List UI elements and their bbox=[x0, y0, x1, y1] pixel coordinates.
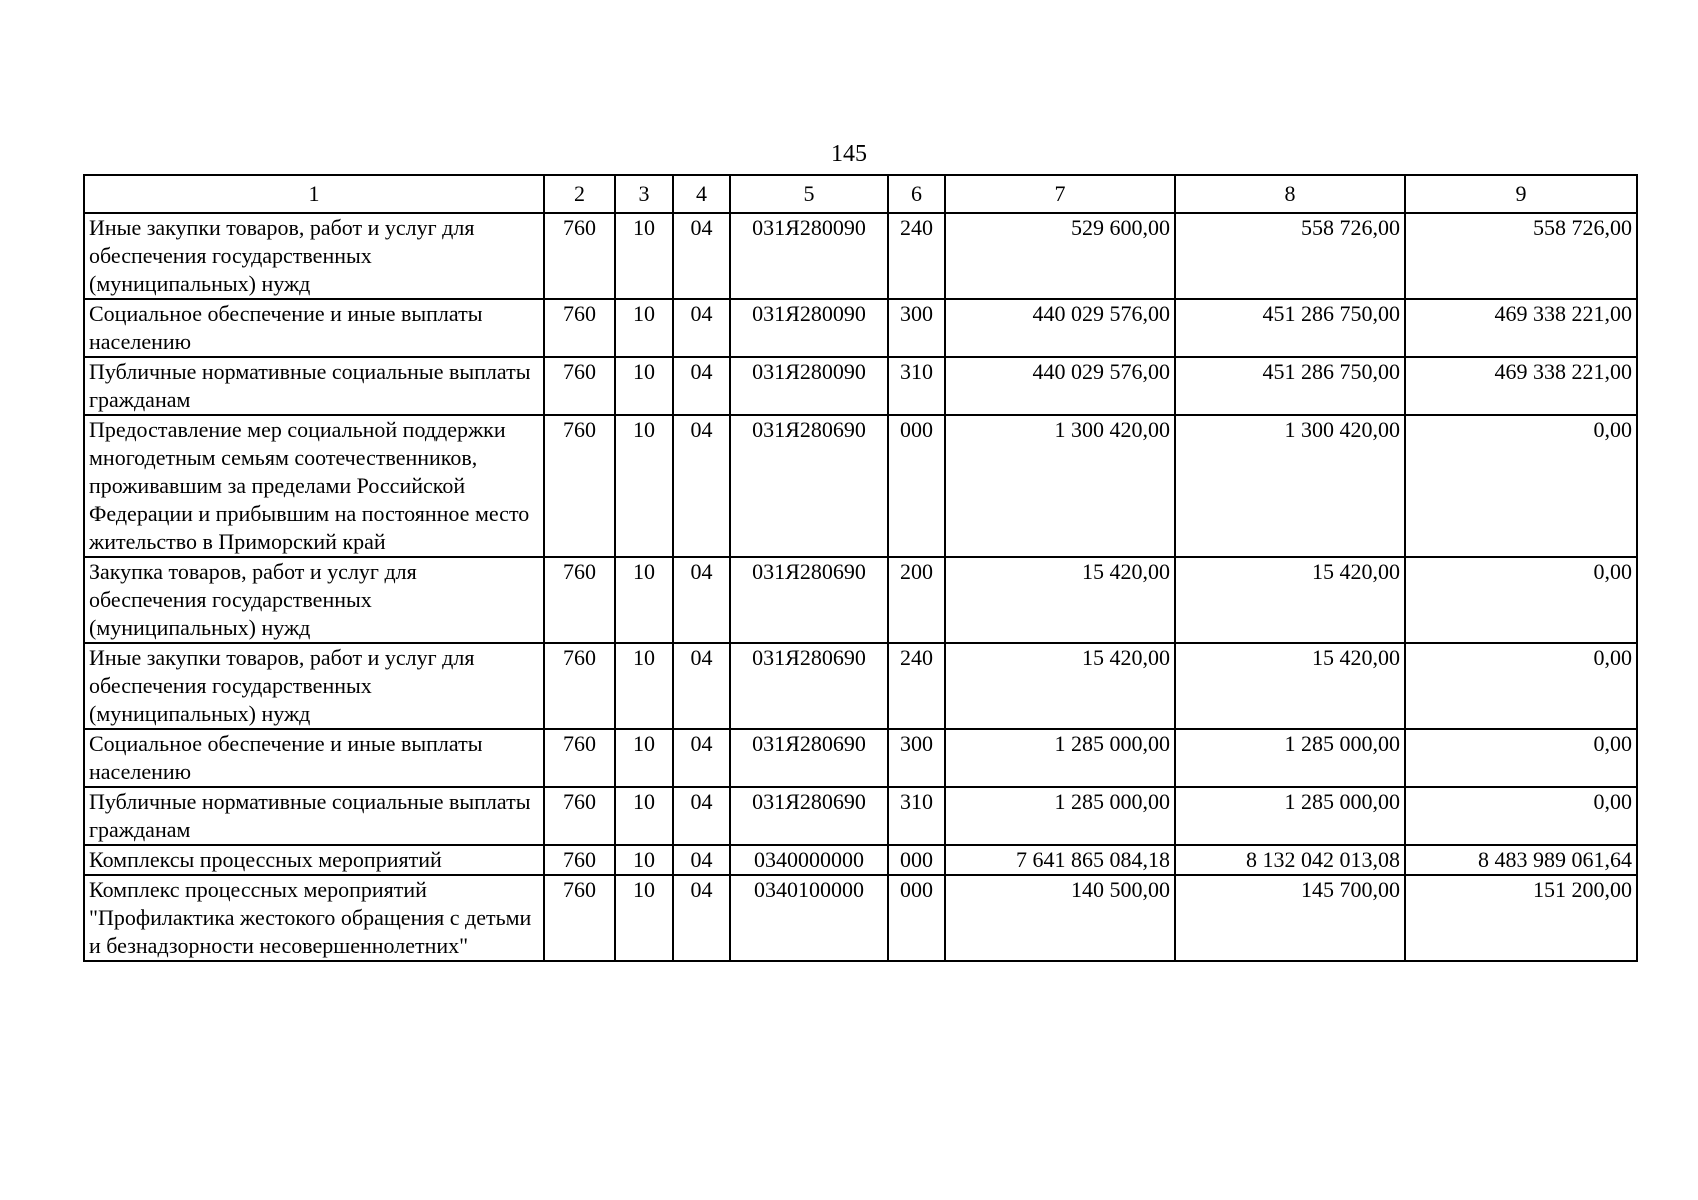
row-col-3: 10 bbox=[615, 787, 673, 845]
row-col-6: 300 bbox=[888, 729, 945, 787]
row-col-7: 15 420,00 bbox=[945, 557, 1175, 643]
row-col-7: 440 029 576,00 bbox=[945, 357, 1175, 415]
row-col-2: 760 bbox=[544, 643, 615, 729]
row-col-2: 760 bbox=[544, 357, 615, 415]
row-col-8: 15 420,00 bbox=[1175, 557, 1405, 643]
row-name: Публичные нормативные социальные выплаты гражданам bbox=[84, 787, 544, 845]
row-col-9: 151 200,00 bbox=[1405, 875, 1637, 961]
page-number: 145 bbox=[831, 141, 867, 167]
row-name: Комплексы процессных мероприятий bbox=[84, 845, 544, 875]
row-col-4: 04 bbox=[673, 357, 730, 415]
row-col-2: 760 bbox=[544, 787, 615, 845]
row-col-9: 0,00 bbox=[1405, 415, 1637, 557]
row-col-2: 760 bbox=[544, 875, 615, 961]
row-name: Иные закупки товаров, работ и услуг для обеспечения государственных (муниципальных) нужд bbox=[84, 213, 544, 299]
row-col-8: 15 420,00 bbox=[1175, 643, 1405, 729]
table-row bbox=[84, 845, 1637, 875]
column-header-2: 2 bbox=[544, 175, 615, 213]
row-col-6: 000 bbox=[888, 415, 945, 557]
row-name: Комплекс процессных мероприятий "Профилактика жестокого обращения с детьми и безнадзорности несовершеннолетних" bbox=[84, 875, 544, 961]
row-col-9: 0,00 bbox=[1405, 557, 1637, 643]
row-col-9: 469 338 221,00 bbox=[1405, 299, 1637, 357]
row-col-8: 451 286 750,00 bbox=[1175, 357, 1405, 415]
row-col-3: 10 bbox=[615, 357, 673, 415]
row-col-3: 10 bbox=[615, 875, 673, 961]
row-col-6: 310 bbox=[888, 787, 945, 845]
row-col-9: 8 483 989 061,64 bbox=[1405, 845, 1637, 875]
row-col-8: 558 726,00 bbox=[1175, 213, 1405, 299]
row-col-8: 1 300 420,00 bbox=[1175, 415, 1405, 557]
row-col-7: 7 641 865 084,18 bbox=[945, 845, 1175, 875]
row-col-2: 760 bbox=[544, 299, 615, 357]
column-header-3: 3 bbox=[615, 175, 673, 213]
row-col-2: 760 bbox=[544, 213, 615, 299]
row-col-7: 15 420,00 bbox=[945, 643, 1175, 729]
row-col-5: 031Я280090 bbox=[730, 213, 888, 299]
table-row bbox=[84, 557, 1637, 643]
row-col-5: 0340000000 bbox=[730, 845, 888, 875]
column-header-6: 6 bbox=[888, 175, 945, 213]
table-row bbox=[84, 299, 1637, 357]
row-col-5: 031Я280690 bbox=[730, 415, 888, 557]
row-col-9: 0,00 bbox=[1405, 787, 1637, 845]
row-col-2: 760 bbox=[544, 845, 615, 875]
row-col-4: 04 bbox=[673, 643, 730, 729]
row-col-6: 240 bbox=[888, 643, 945, 729]
row-col-7: 529 600,00 bbox=[945, 213, 1175, 299]
column-header-7: 7 bbox=[945, 175, 1175, 213]
column-number-row bbox=[84, 175, 1637, 213]
row-col-3: 10 bbox=[615, 643, 673, 729]
table-row bbox=[84, 875, 1637, 961]
row-col-4: 04 bbox=[673, 299, 730, 357]
table-row bbox=[84, 643, 1637, 729]
row-col-2: 760 bbox=[544, 415, 615, 557]
row-col-3: 10 bbox=[615, 299, 673, 357]
row-name: Социальное обеспечение и иные выплаты населению bbox=[84, 299, 544, 357]
row-col-8: 1 285 000,00 bbox=[1175, 729, 1405, 787]
column-header-9: 9 bbox=[1405, 175, 1637, 213]
table-row bbox=[84, 213, 1637, 299]
column-header-8: 8 bbox=[1175, 175, 1405, 213]
row-col-7: 140 500,00 bbox=[945, 875, 1175, 961]
row-col-7: 1 285 000,00 bbox=[945, 787, 1175, 845]
table-row bbox=[84, 357, 1637, 415]
column-header-4: 4 bbox=[673, 175, 730, 213]
column-header-5: 5 bbox=[730, 175, 888, 213]
row-col-7: 1 285 000,00 bbox=[945, 729, 1175, 787]
row-col-8: 8 132 042 013,08 bbox=[1175, 845, 1405, 875]
row-col-5: 031Я280690 bbox=[730, 557, 888, 643]
row-col-3: 10 bbox=[615, 213, 673, 299]
column-header-1: 1 bbox=[84, 175, 544, 213]
row-col-5: 031Я280090 bbox=[730, 357, 888, 415]
row-col-5: 0340100000 bbox=[730, 875, 888, 961]
row-col-9: 0,00 bbox=[1405, 643, 1637, 729]
row-col-9: 0,00 bbox=[1405, 729, 1637, 787]
row-col-6: 310 bbox=[888, 357, 945, 415]
row-col-6: 200 bbox=[888, 557, 945, 643]
row-col-3: 10 bbox=[615, 845, 673, 875]
row-col-5: 031Я280690 bbox=[730, 729, 888, 787]
row-name: Иные закупки товаров, работ и услуг для обеспечения государственных (муниципальных) нужд bbox=[84, 643, 544, 729]
row-col-3: 10 bbox=[615, 557, 673, 643]
row-col-3: 10 bbox=[615, 729, 673, 787]
budget-table bbox=[83, 174, 1638, 962]
row-col-4: 04 bbox=[673, 729, 730, 787]
row-col-8: 145 700,00 bbox=[1175, 875, 1405, 961]
row-col-6: 300 bbox=[888, 299, 945, 357]
row-col-9: 558 726,00 bbox=[1405, 213, 1637, 299]
row-col-6: 240 bbox=[888, 213, 945, 299]
table-row bbox=[84, 415, 1637, 557]
row-col-5: 031Я280090 bbox=[730, 299, 888, 357]
table-row bbox=[84, 787, 1637, 845]
table-row bbox=[84, 729, 1637, 787]
row-col-4: 04 bbox=[673, 787, 730, 845]
row-col-8: 451 286 750,00 bbox=[1175, 299, 1405, 357]
row-col-5: 031Я280690 bbox=[730, 787, 888, 845]
row-col-2: 760 bbox=[544, 557, 615, 643]
row-col-4: 04 bbox=[673, 845, 730, 875]
row-col-2: 760 bbox=[544, 729, 615, 787]
row-col-4: 04 bbox=[673, 875, 730, 961]
row-col-4: 04 bbox=[673, 557, 730, 643]
row-name: Предоставление мер социальной поддержки многодетным семьям соотечественников, проживавшим за пределами Российской Федерации и прибывшим на постоянное место жительство в Приморский край bbox=[84, 415, 544, 557]
row-col-4: 04 bbox=[673, 213, 730, 299]
row-col-8: 1 285 000,00 bbox=[1175, 787, 1405, 845]
row-col-7: 1 300 420,00 bbox=[945, 415, 1175, 557]
row-col-7: 440 029 576,00 bbox=[945, 299, 1175, 357]
row-col-6: 000 bbox=[888, 845, 945, 875]
row-name: Публичные нормативные социальные выплаты гражданам bbox=[84, 357, 544, 415]
row-col-6: 000 bbox=[888, 875, 945, 961]
row-name: Закупка товаров, работ и услуг для обеспечения государственных (муниципальных) нужд bbox=[84, 557, 544, 643]
row-col-3: 10 bbox=[615, 415, 673, 557]
row-col-5: 031Я280690 bbox=[730, 643, 888, 729]
row-name: Социальное обеспечение и иные выплаты населению bbox=[84, 729, 544, 787]
row-col-9: 469 338 221,00 bbox=[1405, 357, 1637, 415]
row-col-4: 04 bbox=[673, 415, 730, 557]
